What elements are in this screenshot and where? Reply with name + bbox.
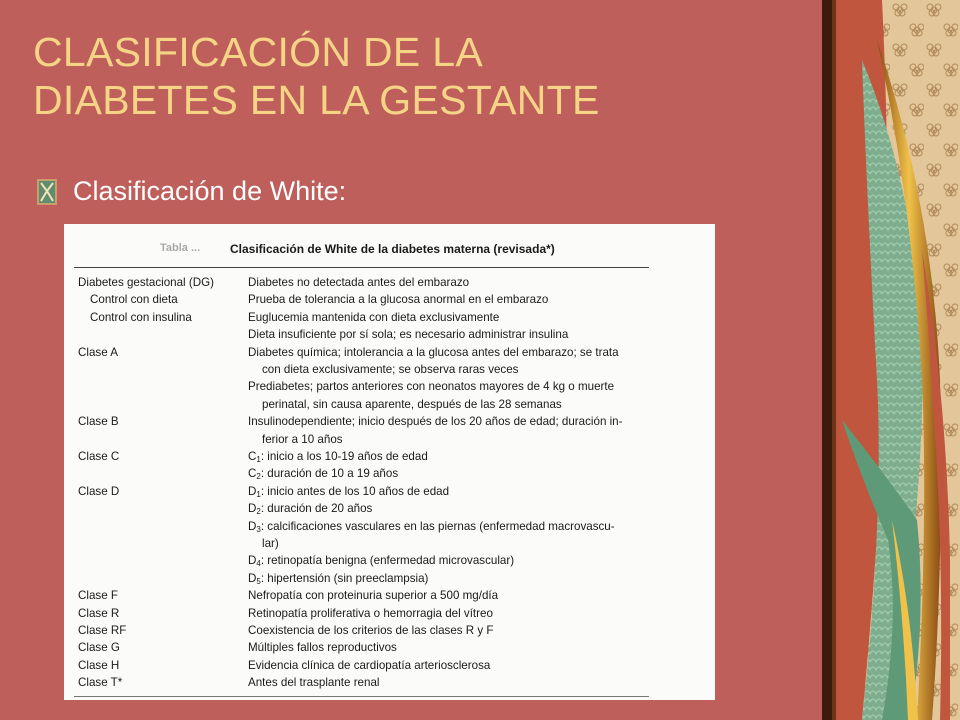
- description-text: : retinopatía benigna (enfermedad microvascular): [260, 554, 515, 568]
- description-text: Insulinodependiente; inicio después de los 20 años de edad; duración in-: [248, 415, 623, 429]
- subclass-letter: D: [248, 502, 257, 516]
- description-text: Prueba de tolerancia a la glucosa anormal en el embarazo: [248, 293, 549, 307]
- description-text: Evidencia clínica de cardiopatía arteriosclerosa: [248, 658, 491, 672]
- table-row: [64, 398, 715, 415]
- table-cell-description: [248, 328, 568, 341]
- description-text: : hipertensión (sin preeclampsia): [260, 571, 429, 585]
- table-cell-description: [248, 276, 469, 289]
- description-text: : duración de 10 a 19 años: [260, 467, 399, 481]
- table-cell-class: Clase G: [78, 641, 120, 655]
- subclass-number: 5: [256, 576, 261, 586]
- bullet-item: [36, 176, 346, 207]
- table-row: [64, 415, 715, 432]
- table-cell-description: [248, 659, 490, 672]
- table-cell-class: Clase T*: [78, 676, 123, 690]
- table-cell-description: [248, 589, 498, 602]
- table-row: [64, 433, 715, 450]
- table-row: [64, 346, 715, 363]
- description-text: Prediabetes; partos anteriores con neonatos mayores de 4 kg o muerte: [248, 380, 615, 394]
- subclass-number: 2: [256, 472, 261, 482]
- description-text: : duración de 20 años: [260, 502, 373, 516]
- table-cell-description: [248, 502, 372, 516]
- bullet-icon: [36, 177, 58, 207]
- description-text: lar): [262, 537, 279, 550]
- subclass-number: 1: [256, 455, 261, 464]
- description-text: : inicio a los 10-19 años de edad: [260, 450, 428, 463]
- decorative-side-panel: [822, 0, 960, 720]
- table-bottom-rule: [74, 696, 649, 697]
- table-row: [64, 311, 715, 328]
- table-title: Clasificación de White de la diabetes materna (revisada*): [230, 242, 555, 256]
- table-cell-description: [248, 624, 494, 637]
- slide-title: [33, 28, 813, 124]
- table-row: [64, 676, 715, 693]
- table-row: [64, 276, 715, 293]
- subclass-number: 1: [256, 489, 261, 499]
- subclass-letter: D: [248, 519, 257, 533]
- subclass-letter: D: [248, 571, 257, 585]
- description-text: Nefropatía con proteinuria superior a 500 mg/día: [248, 589, 499, 603]
- description-text: perinatal, sin causa aparente, después de las 28 semanas: [262, 397, 562, 411]
- table-cell-description: [248, 311, 499, 324]
- subclass-letter: C: [248, 450, 257, 463]
- table-cell-description: [248, 520, 615, 534]
- description-text: Dieta insuficiente por sí sola; es necesario administrar insulina: [248, 328, 569, 342]
- table-cell-description: [262, 398, 562, 411]
- table-row: [64, 485, 715, 502]
- subclass-letter: D: [248, 484, 257, 498]
- table-row: [64, 554, 715, 571]
- table-cell-description: [248, 346, 619, 359]
- table-cell-class: Control con dieta: [90, 293, 178, 307]
- table-cell-class: Clase B: [78, 415, 119, 429]
- description-text: con dieta exclusivamente; se observa raras veces: [262, 363, 519, 376]
- subclass-number: 4: [256, 559, 261, 569]
- table-row: [64, 467, 715, 484]
- table-number-label: Tabla ...: [160, 242, 201, 254]
- table-top-rule: [74, 267, 649, 268]
- table-cell-class: Diabetes gestacional (DG): [78, 276, 214, 289]
- table-cell-class: Clase C: [78, 450, 120, 463]
- table-cell-description: [262, 363, 518, 376]
- table-cell-description: [248, 607, 493, 620]
- description-text: Diabetes no detectada antes del embarazo: [248, 276, 470, 289]
- table-cell-description: [248, 293, 548, 306]
- description-text: Diabetes química; intolerancia a la glucosa antes del embarazo; se trata: [248, 345, 619, 359]
- table-cell-description: [248, 450, 428, 464]
- table-cell-description: [248, 572, 428, 586]
- description-text: Euglucemia mantenida con dieta exclusivamente: [248, 310, 500, 324]
- subclass-letter: D: [248, 554, 257, 568]
- table-row: [64, 502, 715, 519]
- table-cell-class: Clase RF: [78, 624, 127, 637]
- table-cell-description: [248, 467, 398, 481]
- table-row: [64, 520, 715, 537]
- table-cell-description: [248, 380, 614, 393]
- title-line-2: DIABETES EN LA GESTANTE: [33, 77, 600, 123]
- table-row: [64, 328, 715, 345]
- title-line-1: CLASIFICACIÓN DE LA: [33, 29, 483, 75]
- table-cell-class: Clase R: [78, 606, 120, 620]
- description-text: Coexistencia de los criterios de las clases R y F: [248, 624, 494, 637]
- table-cell-description: [248, 641, 397, 654]
- table-row: [64, 363, 715, 380]
- table-cell-description: [248, 415, 623, 428]
- table-row: [64, 293, 715, 310]
- subclass-letter: C: [248, 467, 257, 481]
- description-text: : calcificaciones vasculares en las piernas (enfermedad macrovascu-: [260, 519, 615, 533]
- table-cell-description: [248, 676, 379, 689]
- table-cell-class: Clase H: [78, 658, 120, 672]
- table-row: [64, 624, 715, 641]
- bullet-text: Clasificación de White:: [73, 176, 347, 206]
- subclass-number: 2: [256, 507, 261, 517]
- table-cell-description: [248, 485, 449, 499]
- description-text: ferior a 10 años: [262, 432, 343, 446]
- white-classification-table: [64, 224, 715, 700]
- table-row: [64, 380, 715, 397]
- table-row: [64, 450, 715, 467]
- table-cell-class: Clase F: [78, 589, 118, 603]
- description-text: Antes del trasplante renal: [248, 676, 380, 690]
- description-text: : inicio antes de los 10 años de edad: [260, 484, 450, 498]
- table-cell-class: Clase D: [78, 484, 120, 498]
- table-cell-description: [248, 554, 514, 568]
- table-row: [64, 607, 715, 624]
- table-row: [64, 589, 715, 606]
- table-row: [64, 659, 715, 676]
- table-cell-description: [262, 433, 343, 446]
- table-cell-description: [262, 537, 279, 550]
- table-row: [64, 537, 715, 554]
- description-text: Retinopatía proliferativa o hemorragia del vítreo: [248, 606, 493, 620]
- description-text: Múltiples fallos reproductivos: [248, 641, 397, 655]
- table-cell-class: Clase A: [78, 345, 118, 359]
- table-cell-class: Control con insulina: [90, 310, 192, 324]
- table-row: [64, 641, 715, 658]
- table-row: [64, 572, 715, 589]
- subclass-number: 3: [256, 524, 261, 534]
